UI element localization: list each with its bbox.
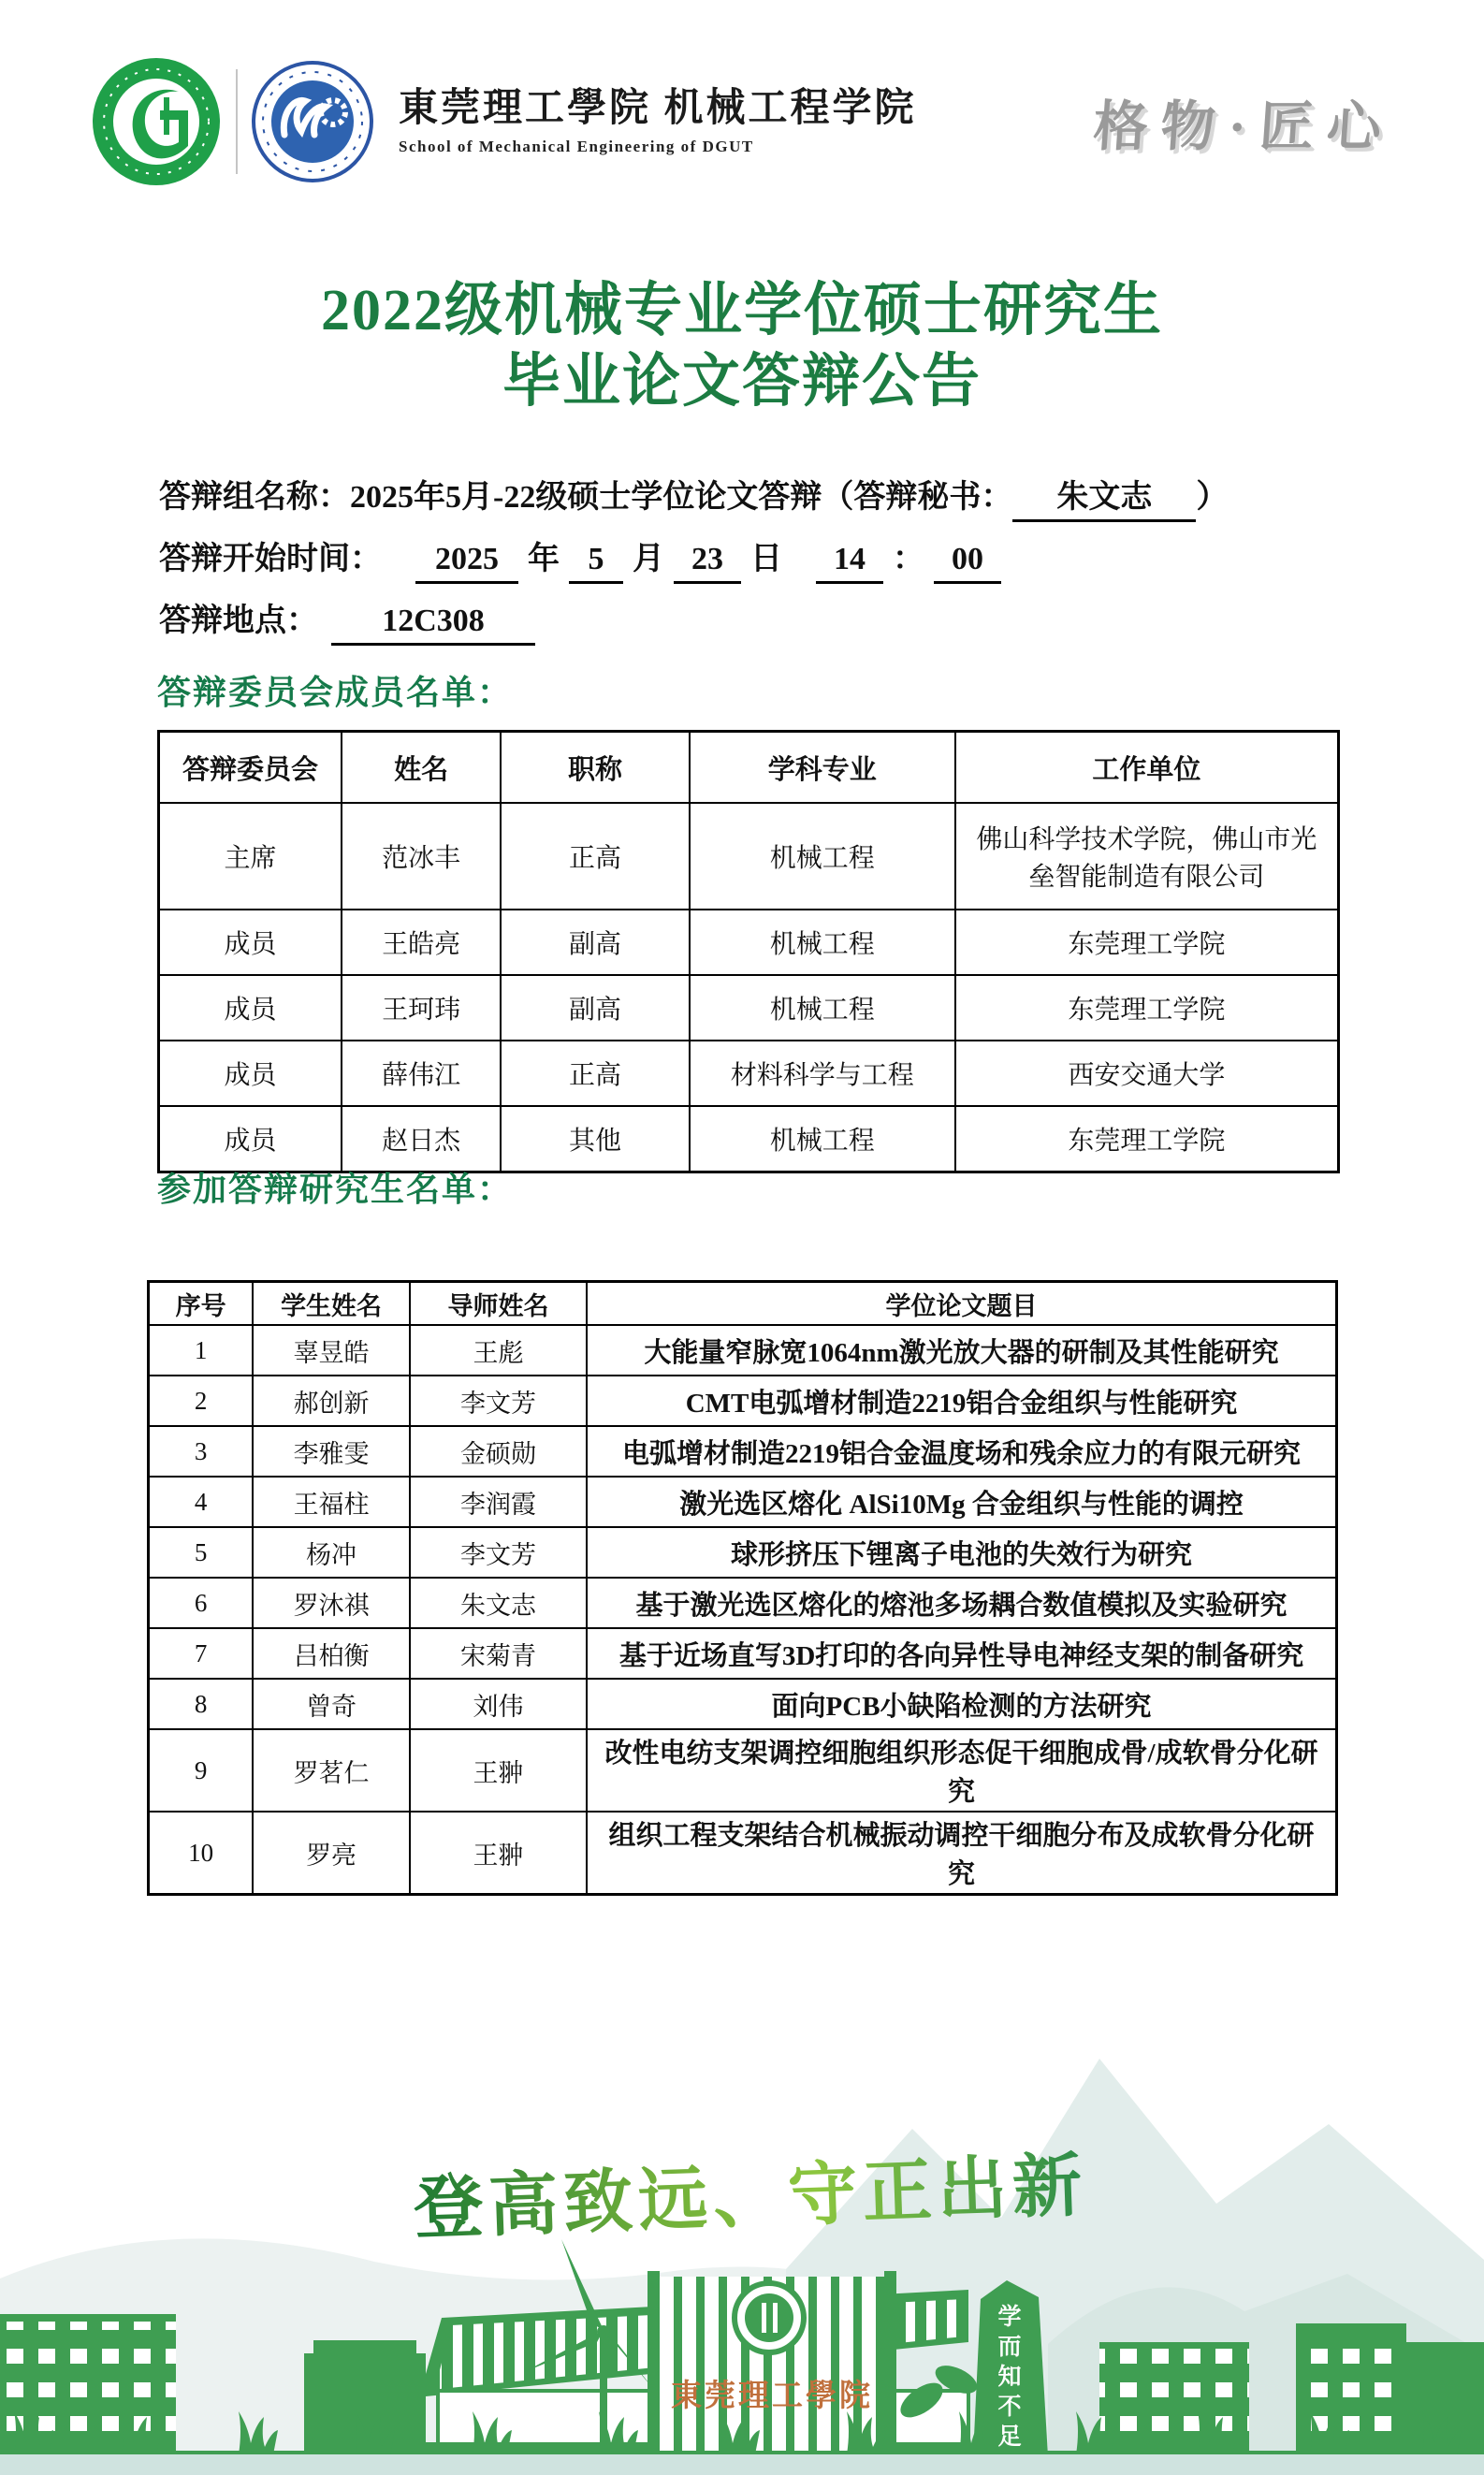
- time-colon: ：: [893, 542, 924, 576]
- cell-thesis: 面向PCB小缺陷检测的方法研究: [587, 1679, 1336, 1729]
- bottom-strip: [0, 2454, 1484, 2475]
- school-name-cn: 東莞理工學院 机械工程学院: [399, 86, 917, 130]
- table-row: [159, 1106, 1339, 1172]
- table-row: [159, 910, 1339, 975]
- cell-student: 郝创新: [253, 1376, 410, 1426]
- cell-no: 6: [149, 1578, 254, 1628]
- header-motto: 格物·匠心: [1090, 96, 1396, 157]
- page-title: [0, 276, 1484, 417]
- students-table: [147, 1280, 1338, 1896]
- cell-unit: 佛山科学技术学院，佛山市光垒智能制造有限公司: [955, 803, 1339, 910]
- school-names: [399, 87, 917, 156]
- cell-thesis: CMT电弧增材制造2219铝合金组织与性能研究: [587, 1376, 1336, 1426]
- title-line-1: 2022级机械专业学位硕士研究生: [320, 279, 1163, 342]
- cell-role: 成员: [159, 975, 342, 1041]
- gate-sign-text: 東莞理工學院: [671, 2380, 873, 2413]
- table-row: [149, 1426, 1337, 1477]
- defense-location-line: [159, 596, 1390, 658]
- cell-name: 王珂玮: [342, 975, 501, 1041]
- cell-advisor: 刘伟: [410, 1679, 587, 1729]
- cell-thesis: 组织工程支架结合机械振动调控干细胞分布及成软骨分化研究: [587, 1812, 1336, 1895]
- committee-col-name: 姓名: [342, 732, 501, 804]
- footer-calligraphy: 登高致远、守正出新: [412, 2147, 1089, 2249]
- time-year: 2025: [415, 538, 518, 584]
- cell-no: 4: [149, 1477, 254, 1527]
- time-minute: 00: [934, 538, 1001, 584]
- cell-major: 机械工程: [690, 803, 955, 910]
- cell-role: 主席: [159, 803, 342, 910]
- table-row: [159, 975, 1339, 1041]
- time-month: 5: [569, 538, 623, 584]
- year-unit: 年: [528, 542, 560, 576]
- cell-student: 王福柱: [253, 1477, 410, 1527]
- cell-thesis: 改性电纺支架调控细胞组织形态促干细胞成骨/成软骨分化研究: [587, 1729, 1336, 1812]
- time-label: 答辩开始时间：: [159, 542, 382, 576]
- dgut-logo-icon: [90, 55, 223, 188]
- defense-info: [159, 473, 1390, 658]
- cell-no: 5: [149, 1527, 254, 1578]
- table-row: [149, 1578, 1337, 1628]
- cell-student: 杨冲: [253, 1527, 410, 1578]
- cell-title: 副高: [501, 975, 690, 1041]
- cell-thesis: 基于激光选区熔化的熔池多场耦合数值模拟及实验研究: [587, 1578, 1336, 1628]
- cell-name: 王皓亮: [342, 910, 501, 975]
- secretary-prefix: （答辩秘书：: [822, 480, 1013, 515]
- cell-no: 8: [149, 1679, 254, 1729]
- cell-unit: 东莞理工学院: [955, 1106, 1339, 1172]
- cell-student: 罗沐祺: [253, 1578, 410, 1628]
- table-row: [159, 1041, 1339, 1106]
- cell-title: 副高: [501, 910, 690, 975]
- cell-advisor: 宋菊青: [410, 1628, 587, 1679]
- title-line-2: 毕业论文答辩公告: [502, 349, 982, 414]
- committee-col-title: 职称: [501, 732, 690, 804]
- location-value: 12C308: [331, 600, 535, 646]
- table-row: [159, 803, 1339, 910]
- cell-no: 10: [149, 1812, 254, 1895]
- cell-student: 罗茗仁: [253, 1729, 410, 1812]
- cell-major: 机械工程: [690, 910, 955, 975]
- location-label: 答辩地点：: [159, 604, 318, 638]
- secretary-suffix: ）: [1196, 480, 1229, 515]
- cell-advisor: 王彪: [410, 1325, 587, 1376]
- group-value: 2025年5月-22级硕士学位论文答辩: [350, 480, 822, 515]
- cell-advisor: 朱文志: [410, 1578, 587, 1628]
- left-building: [0, 2314, 176, 2464]
- group-label: 答辩组名称：: [159, 480, 350, 515]
- cell-name: 赵日杰: [342, 1106, 501, 1172]
- table-row: [149, 1628, 1337, 1679]
- time-day: 23: [674, 538, 741, 584]
- cell-role: 成员: [159, 1041, 342, 1106]
- cell-advisor: 李文芳: [410, 1376, 587, 1426]
- cell-student: 曾奇: [253, 1679, 410, 1729]
- committee-heading: 答辩委员会成员名单：: [157, 674, 514, 711]
- cell-role: 成员: [159, 1106, 342, 1172]
- cell-advisor: 王翀: [410, 1729, 587, 1812]
- cell-advisor: 金硕勋: [410, 1426, 587, 1477]
- cell-thesis: 大能量窄脉宽1064nm激光放大器的研制及其性能研究: [587, 1325, 1336, 1376]
- month-unit: 月: [633, 542, 664, 576]
- table-row: [149, 1812, 1337, 1895]
- cell-major: 机械工程: [690, 1106, 955, 1172]
- cell-student: 辜昱皓: [253, 1325, 410, 1376]
- cell-thesis: 基于近场直写3D打印的各向异性导电神经支架的制备研究: [587, 1628, 1336, 1679]
- table-row: [149, 1376, 1337, 1426]
- logo-divider: [236, 69, 238, 174]
- students-col-no: 序号: [149, 1282, 254, 1326]
- table-row: [149, 1477, 1337, 1527]
- cell-advisor: 李润霞: [410, 1477, 587, 1527]
- students-header-row: [149, 1282, 1337, 1326]
- cell-unit: 西安交通大学: [955, 1041, 1339, 1106]
- table-row: [149, 1527, 1337, 1578]
- defense-time-line: [159, 534, 1390, 596]
- cell-thesis: 激光选区熔化 AlSi10Mg 合金组织与性能的调控: [587, 1477, 1336, 1527]
- cell-unit: 东莞理工学院: [955, 910, 1339, 975]
- sme-logo-icon: [251, 60, 374, 183]
- cell-name: 薛伟江: [342, 1041, 501, 1106]
- cell-thesis: 电弧增材制造2219铝合金温度场和残余应力的有限元研究: [587, 1426, 1336, 1477]
- stone-motto-text: 学而知不足: [995, 2304, 1020, 2453]
- cell-role: 成员: [159, 910, 342, 975]
- header: [90, 47, 1394, 197]
- cell-major: 机械工程: [690, 975, 955, 1041]
- cell-name: 范冰丰: [342, 803, 501, 910]
- time-hour: 14: [816, 538, 883, 584]
- students-col-student: 学生姓名: [253, 1282, 410, 1326]
- campus-gate: [647, 2271, 896, 2458]
- cell-unit: 东莞理工学院: [955, 975, 1339, 1041]
- cell-no: 1: [149, 1325, 254, 1376]
- committee-header-row: [159, 732, 1339, 804]
- cell-student: 李雅雯: [253, 1426, 410, 1477]
- cell-no: 9: [149, 1729, 254, 1812]
- cell-student: 吕柏衡: [253, 1628, 410, 1679]
- table-row: [149, 1729, 1337, 1812]
- students-heading: 参加答辩研究生名单：: [157, 1171, 514, 1208]
- defense-group-line: [159, 473, 1390, 534]
- cell-thesis: 球形挤压下锂离子电池的失效行为研究: [587, 1527, 1336, 1578]
- day-unit: 日: [750, 542, 782, 576]
- cell-major: 材料科学与工程: [690, 1041, 955, 1106]
- secretary-name: 朱文志: [1012, 476, 1196, 522]
- cell-title: 其他: [501, 1106, 690, 1172]
- table-row: [149, 1679, 1337, 1729]
- cell-no: 3: [149, 1426, 254, 1477]
- cell-title: 正高: [501, 1041, 690, 1106]
- students-col-thesis: 学位论文题目: [587, 1282, 1336, 1326]
- committee-col-major: 学科专业: [690, 732, 955, 804]
- committee-col-unit: 工作单位: [955, 732, 1339, 804]
- cell-title: 正高: [501, 803, 690, 910]
- table-row: [149, 1325, 1337, 1376]
- committee-table: [157, 730, 1340, 1173]
- students-col-advisor: 导师姓名: [410, 1282, 587, 1326]
- cell-advisor: 王翀: [410, 1812, 587, 1895]
- school-name-en: School of Mechanical Engineering of DGUT: [399, 138, 754, 156]
- cell-student: 罗亮: [253, 1812, 410, 1895]
- cell-no: 2: [149, 1376, 254, 1426]
- cell-no: 7: [149, 1628, 254, 1679]
- committee-col-role: 答辩委员会: [159, 732, 342, 804]
- cell-advisor: 李文芳: [410, 1527, 587, 1578]
